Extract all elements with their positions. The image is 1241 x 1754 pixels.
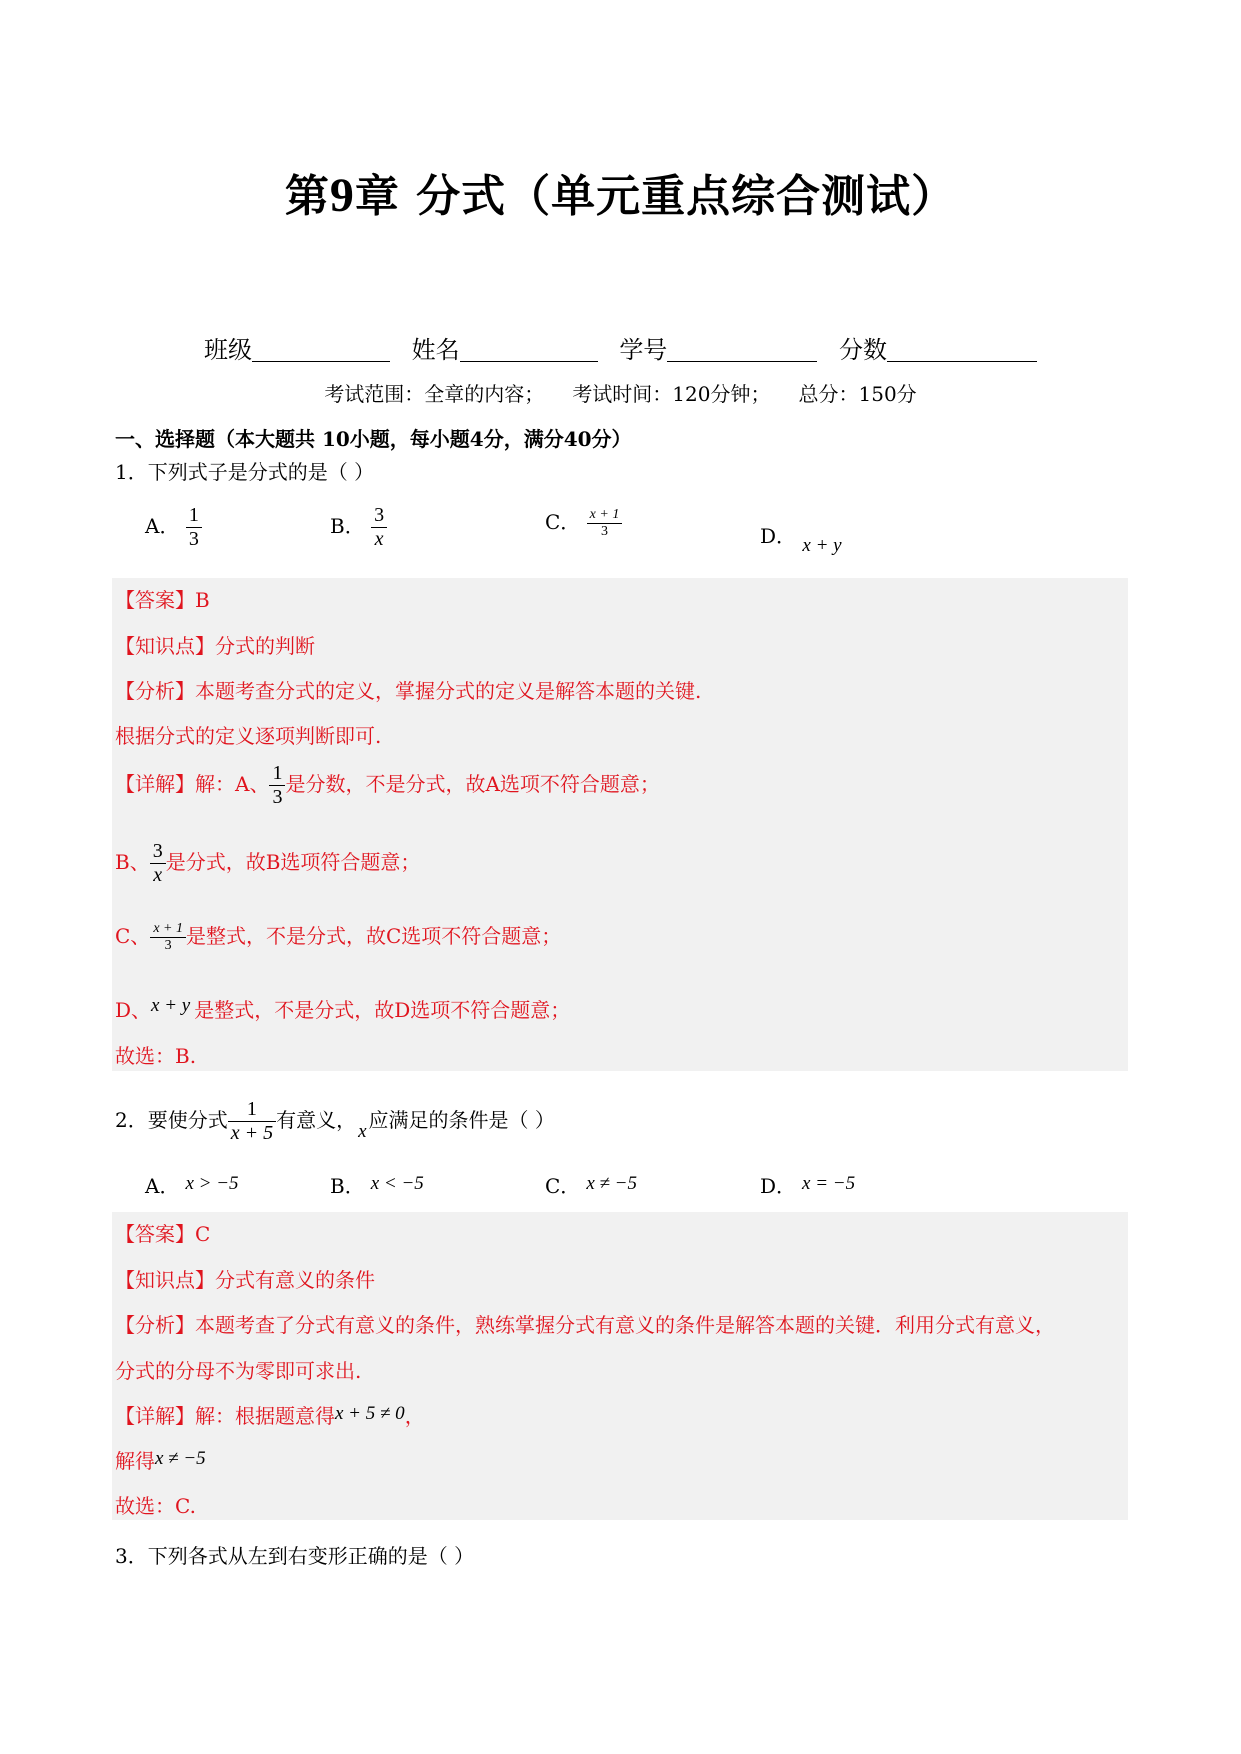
score-blank[interactable] — [887, 337, 1037, 362]
scope-range: 考试范围：全章的内容； — [324, 382, 545, 406]
class-blank[interactable] — [252, 337, 390, 362]
question-1-stem: 1．下列式子是分式的是（ ） — [115, 460, 375, 484]
q2-answer: 【答案】C — [115, 1222, 211, 1246]
class-label: 班级 — [204, 336, 253, 364]
detail-suffix: ， — [404, 1404, 425, 1428]
student-info-line — [0, 330, 1241, 365]
denominator: 3 — [150, 937, 186, 954]
option-label: C． — [545, 1174, 581, 1198]
detail-c-fraction — [150, 921, 186, 954]
q1-detail-d — [115, 994, 570, 1023]
exam-scope — [0, 378, 1241, 407]
numerator: 3 — [152, 840, 163, 862]
detail-expression: x + 5 ≠ 0 — [335, 1403, 405, 1424]
numerator: 1 — [272, 762, 283, 784]
detail-text: 是分数，不是分式，故A选项不符合题意； — [285, 772, 660, 796]
q2-detail — [115, 1400, 425, 1429]
q1-a-fraction — [186, 504, 202, 551]
detail-a-fraction — [269, 762, 285, 809]
stem-prefix: 2．要使分式 — [115, 1108, 228, 1132]
id-blank[interactable] — [667, 337, 817, 362]
detail-text: 是整式，不是分式，故C选项不符合题意； — [185, 924, 562, 948]
q2-option-a[interactable] — [145, 1170, 239, 1199]
title-chapter-number: 9 — [329, 169, 355, 222]
q2-solve — [115, 1445, 206, 1474]
q2-option-d[interactable] — [760, 1170, 855, 1199]
q1-conclusion: 故选：B. — [115, 1044, 197, 1068]
q1-c-fraction — [587, 507, 623, 540]
option-label: C． — [545, 510, 581, 534]
solve-prefix: 解得 — [115, 1449, 155, 1473]
detail-prefix: 【详解】解：A、 — [115, 772, 270, 796]
section-heading: 一、选择题（本大题共 10小题，每小题4分，满分40分） — [115, 427, 632, 451]
q1-analysis: 【分析】本题考查分式的定义，掌握分式的定义是解答本题的关键. — [115, 679, 702, 703]
denominator: 3 — [269, 785, 285, 809]
denominator: 3 — [587, 523, 623, 540]
detail-prefix: C、 — [115, 924, 151, 948]
title-rest: 章 分式（单元重点综合测试） — [354, 171, 957, 222]
score-label: 分数 — [838, 336, 887, 364]
detail-prefix: D、 — [115, 998, 152, 1022]
q1-d-expression: x + y — [802, 535, 842, 556]
stem-suffix: 应满足的条件是（ ） — [368, 1108, 555, 1132]
scope-total: 总分：150分 — [798, 382, 917, 406]
option-label: B． — [330, 514, 365, 538]
numerator: x + 1 — [153, 921, 183, 936]
detail-d-expression: x + y — [151, 995, 191, 1016]
detail-prefix: 【详解】解：根据题意得 — [115, 1404, 335, 1428]
q1-detail-c — [115, 920, 561, 954]
q1-option-b[interactable] — [330, 504, 387, 551]
option-expression: x > −5 — [185, 1173, 239, 1194]
numerator: 1 — [188, 504, 199, 526]
denominator: x — [371, 527, 387, 551]
option-label: D． — [760, 1174, 797, 1198]
q1-option-a[interactable] — [145, 504, 202, 551]
option-label: A． — [145, 1174, 180, 1198]
q1-b-fraction — [371, 504, 387, 551]
detail-b-fraction — [150, 840, 166, 887]
q2-analysis-2: 分式的分母不为零即可求出. — [115, 1359, 362, 1383]
q2-conclusion: 故选：C. — [115, 1494, 196, 1518]
option-expression: x = −5 — [802, 1173, 856, 1194]
detail-text: 是整式，不是分式，故D选项不符合题意； — [194, 998, 571, 1022]
option-label: A． — [145, 514, 180, 538]
question-2-stem — [115, 1098, 555, 1145]
detail-text: 是分式，故B选项符合题意； — [165, 850, 421, 874]
q1-option-d[interactable] — [760, 520, 842, 556]
option-label: B． — [330, 1174, 365, 1198]
q2-option-c[interactable] — [545, 1170, 637, 1199]
detail-prefix: B、 — [115, 850, 150, 874]
q1-option-c[interactable] — [545, 506, 622, 540]
numerator: 1 — [246, 1098, 257, 1120]
scope-time: 考试时间：120分钟； — [572, 382, 771, 406]
q1-detail-b — [115, 840, 420, 887]
stem-middle: 有意义， — [276, 1108, 357, 1132]
numerator: 3 — [374, 504, 385, 526]
q1-answer: 【答案】B — [115, 588, 210, 612]
q2-option-b[interactable] — [330, 1170, 424, 1199]
question-3-stem: 3．下列各式从左到右变形正确的是（ ） — [115, 1544, 475, 1568]
stem-variable: x — [358, 1121, 367, 1142]
q1-detail-a — [115, 762, 660, 809]
option-expression: x < −5 — [370, 1173, 424, 1194]
name-blank[interactable] — [460, 337, 598, 362]
name-label: 姓名 — [411, 336, 460, 364]
solve-expression: x ≠ −5 — [155, 1448, 206, 1469]
numerator: x + 1 — [589, 507, 620, 522]
page-title — [0, 160, 1241, 224]
q1-knowledge: 【知识点】分式的判断 — [115, 634, 315, 658]
option-expression: x ≠ −5 — [586, 1173, 637, 1194]
q2-knowledge: 【知识点】分式有意义的条件 — [115, 1268, 375, 1292]
denominator: x + 5 — [228, 1121, 276, 1145]
denominator: 3 — [186, 527, 202, 551]
q2-analysis: 【分析】本题考查了分式有意义的条件，熟练掌握分式有意义的条件是解答本题的关键．利用分式有意义， — [115, 1313, 1055, 1337]
title-prefix: 第 — [284, 171, 330, 222]
id-label: 学号 — [619, 336, 668, 364]
q1-analysis-2: 根据分式的定义逐项判断即可. — [115, 724, 382, 748]
q2-stem-fraction — [228, 1098, 276, 1145]
denominator: x — [150, 863, 166, 887]
option-label: D． — [760, 524, 797, 548]
